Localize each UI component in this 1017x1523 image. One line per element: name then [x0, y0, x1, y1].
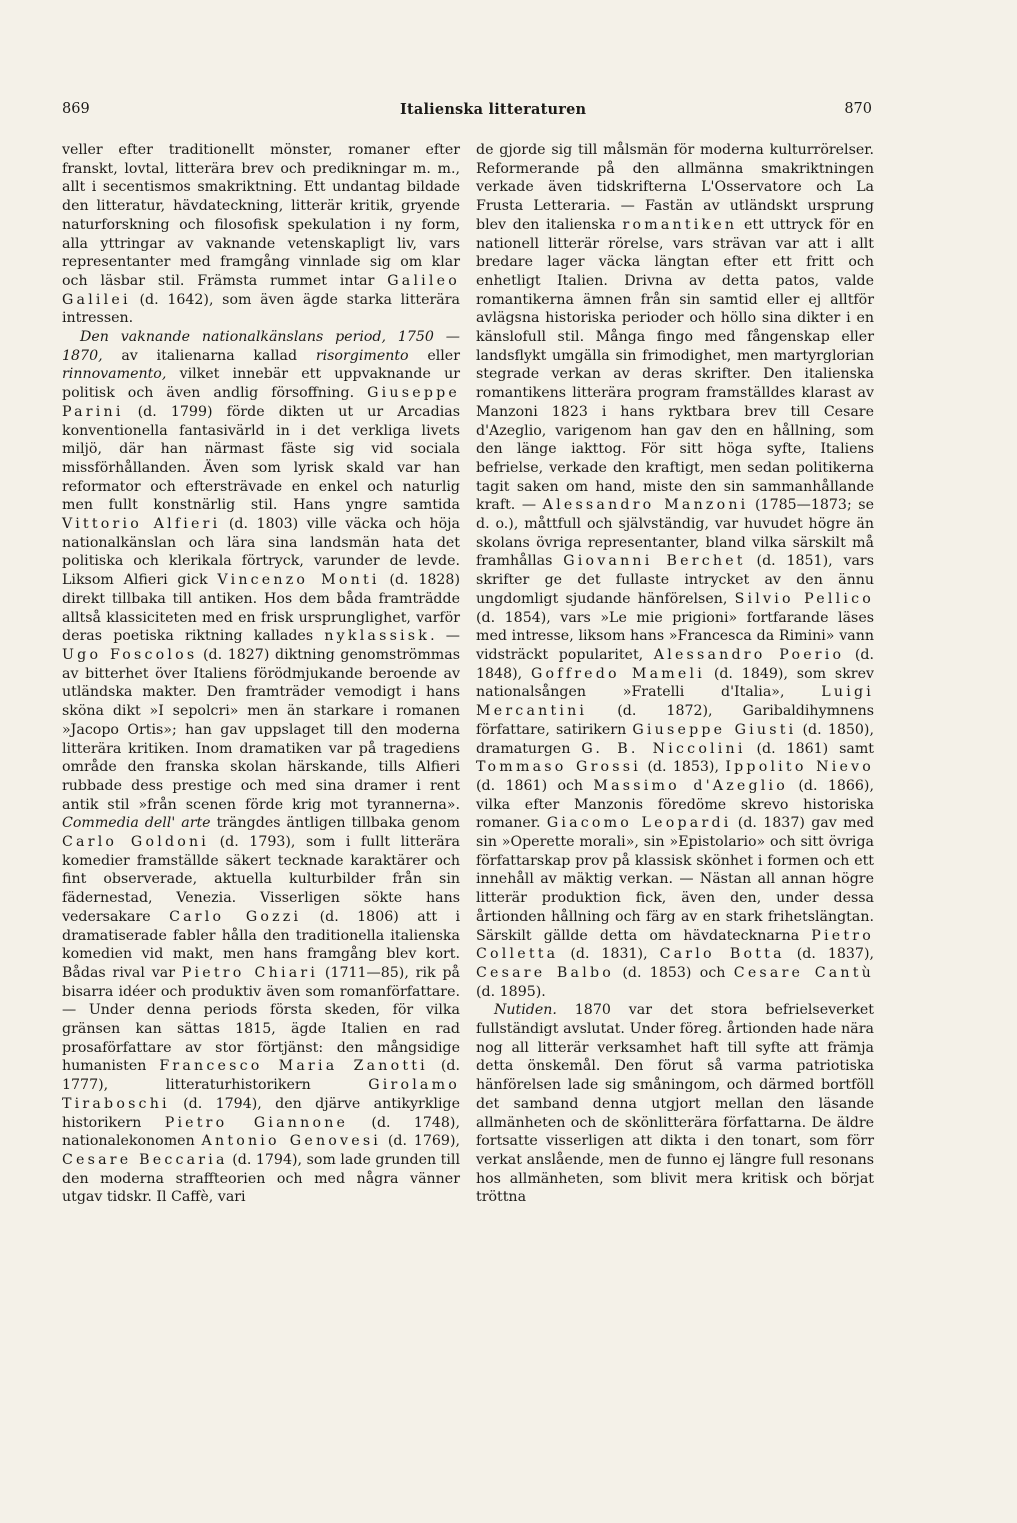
term: romantiken	[622, 216, 738, 233]
page-number-left: 869	[62, 101, 90, 117]
person-name: Carlo Goldoni	[62, 834, 210, 851]
person-name: Giuseppe Giusti	[632, 721, 797, 738]
person-name: Cesare Cantù	[733, 964, 874, 981]
person-name: Silvio Pellico	[734, 590, 874, 607]
page-header	[62, 101, 872, 125]
person-name: Carlo Gozzi	[169, 908, 302, 925]
person-name: Pietro Colletta	[476, 927, 874, 963]
person-name: Giacomo Leopardi	[546, 815, 732, 832]
person-name: Francesco Maria Zanotti	[159, 1058, 428, 1075]
person-name: Goffredo Mameli	[531, 665, 705, 682]
person-name: Giovanni Berchet	[563, 553, 746, 570]
person-name: Girolamo Tiraboschi	[62, 1077, 460, 1112]
person-name: Tommaso Grossi	[476, 759, 641, 776]
person-name: Cesare Beccaria	[62, 1151, 228, 1168]
running-title: Italienska litteraturen	[400, 101, 587, 118]
person-name: Antonio Genovesi	[201, 1133, 382, 1150]
person-name: Vittorio Alfieri	[62, 516, 221, 533]
person-name: Pietro Giannone	[164, 1114, 349, 1131]
person-name: Luigi Mercantini	[476, 684, 874, 720]
right-column	[476, 141, 874, 1207]
person-name: G. B. Niccolini	[581, 740, 746, 757]
paragraph: veller efter traditionellt mönster, romaner efter franskt, lovtal, litterära brev och predikningar m. m., allt i secentismos smakriktning. Ett undantag bildade den litteratur, hävdateckning, litterär kritik, gryende naturforskning och filosofisk spekulation i ny form, alla yttringar av vaknande vetenskapligt liv, vars representanter med framgång vinnlade sig om klar och läsbar stil. Främsta rummet intar Galileo Galilei (d. 1642), som även ägde starka litterära intressen.	[62, 142, 460, 327]
page-number-right: 870	[844, 101, 872, 117]
person-name: Carlo Botta	[659, 946, 785, 963]
person-name: Ugo Foscolos	[62, 646, 198, 663]
person-name: Alessandro Poerio	[653, 646, 845, 663]
left-column	[62, 141, 460, 1207]
term: nyklassisk	[324, 628, 431, 645]
person-name: Pietro Chiari	[181, 964, 319, 981]
person-name: Alessandro Manzoni	[542, 497, 749, 514]
person-name: Massimo d'Azeglio	[593, 777, 789, 794]
section-heading: Den vaknande nationalkänslans period, 1750 —1870,	[62, 329, 460, 364]
paragraph: de gjorde sig till målsmän för moderna kulturrörelser. Reformerande på den allmänna smakriktningen verkade även tidskrifterna L'Osservatore och La Frusta Letteraria. — Fastän av utländskt ursprung blev den italienska romantiken ett uttryck för en nationell litterär rörelse, vars strävan var att i allt bredare lager väcka längtan efter ett fritt och enhetligt Italien. Drivna av detta patos, valde romantikerna ämnen från sin samtid eller ej alltför avlägsna historiska perioder och höllo sina dikter i en känslofull stil. Många fingo med fångenskap eller landsflykt umgälla sin frimodighet, men martyrglorian stegrade verkan av deras skrifter. Den italienska romantikens litterära program framställdes klarast av Manzoni 1823 i hans ryktbara brev till Cesare d'Azeglio, varigenom han gav den en hållning, som den länge iakttog. För sitt höga syfte, Italiens befrielse, verkade den kraftigt, men sedan politikerna tagit saken om hand, miste den sin sammanhållande kraft. — Alessandro Manzoni (1785—1873; se d. o.), måttfull och självständig, var huvudet högre än skolans övriga representanter, bland vilka särskilt må framhållas Giovanni Berchet (d. 1851), vars skrifter ge det fullaste intrycket av den ännu ungdomligt sjudande hänförelsen, Silvio Pellico (d. 1854), vars »Le mie prigioni» fortfarande läses med intresse, liksom hans »Francesca da Rimini» vann vidsträckt popularitet, Alessandro Poerio (d. 1848), Goffredo Mameli (d. 1849), som skrev nationalsången »Fratelli d'Italia», Luigi Mercantini (d. 1872), Garibaldihymnens författare, satirikern Giuseppe Giusti (d. 1850), dramaturgen G. B. Niccolini (d. 1861) samt Tommaso Grossi (d. 1853), Ippolito Nievo (d. 1861) och Massimo d'Azeglio (d. 1866), vilka efter Manzonis föredöme skrevo historiska romaner. Giacomo Leopardi (d. 1837) gav med sin »Operette morali», sin »Epistolario» och sitt övriga författarskap prov på klassisk skönhet i formen och ett innehåll av mäktig verkan. — Nästan all annan högre litterär produktion fick, även den, under dessa årtionden hållning och färg av en stark frihetslängtan. Särskilt gällde detta om hävdatecknarna Pietro Colletta (d. 1831), Carlo Botta (d. 1837), Cesare Balbo (d. 1853) och Cesare Cantù (d. 1895).	[476, 142, 875, 1000]
person-name: Cesare Balbo	[476, 964, 614, 981]
section-heading: Nutiden.	[494, 1002, 557, 1019]
paragraph: Nutiden. 1870 var det stora befrielseverket fullständigt avslutat. Under föreg. årtionden hade nära nog all litterär verksamhet haft till syfte att främja detta önskemål. Den förut så varma patriotiska hänförelsen lade sig småningom, och därmed bortföll det samband denna utgjort mellan den läsande allmänheten och de skönlitterära författarna. De äldre fortsatte visserligen att dikta i den tonart, som förr verkat anslående, men de funno ej längre full resonans hos allmänheten, som blivit mera kritisk och börjat tröttna	[476, 1002, 874, 1206]
person-name: Giuseppe Parini	[62, 385, 460, 420]
person-name: Vincenzo Monti	[217, 572, 380, 589]
person-name: Ippolito Nievo	[725, 759, 875, 776]
person-name: Galileo Galilei	[62, 272, 460, 308]
paragraph: Den vaknande nationalkänslans period, 1750 —1870, av italienarna kallad risorgimento eller rinnovamento, vilket innebär ett uppvaknande ur politisk och även andlig försoffning. Giuseppe Parini (d. 1799) förde dikten ut ur Arcadias konventionella fantasivärld in i det verkliga livets miljö, där han närmast fäste sig vid sociala missförhållanden. Även som lyrisk skald var han reformator och eftersträvade en enkel och naturlig men fullt konstnärlig stil. Hans yngre samtida Vittorio Alfieri (d. 1803) ville väcka och höja nationalkänslan och lära sina landsmän hata det politiska och klerikala förtryck, varunder de levde. Liksom Alfieri gick Vincenzo Monti (d. 1828) direkt tillbaka till antiken. Hos dem båda framträdde alltså klassiciteten med en frisk ursprunglighet, varför deras poetiska riktning kallades nyklassisk. — Ugo Foscolos (d. 1827) diktning genomströmmas av bitterhet över Italiens förödmjukande beroende av utländska makter. Den framträder vemodigt i hans sköna dikt »I sepolcri» men än starkare i romanen »Jacopo Ortis»; han gav uppslaget till den moderna litterära kritiken. Inom dramatiken var på tragediens område den franska skolan härskande, tills Alfieri rubbade dess prestige och med sina dramer i rent antik stil »från scenen förde krig mot tyrannerna». Commedia dell' arte trängdes äntligen tillbaka genom Carlo Goldoni (d. 1793), som i fullt litterära komedier framställde säkert tecknade karaktärer och fint observerade, aktuella kulturbilder från sin fädernestad, Venezia. Visserligen sökte hans vedersakare Carlo Gozzi (d. 1806) att i dramatiserade fabler hålla den traditionella italienska komedien vid makt, men hans framgång blev kort. Bådas rival var Pietro Chiari (1711—85), rik på bisarra idéer och produktiv även som romanförfattare. — Under denna periods första skeden, för vilka gränsen kan sättas 1815, ägde Italien en rad prosaförfattare av stor förtjänst: den mångsidige humanisten Francesco Maria Zanotti (d. 1777), litteraturhistorikern Girolamo Tiraboschi (d. 1794), den djärve antikyrklige historikern Pietro Giannone (d. 1748), nationalekonomen Antonio Genovesi (d. 1769), Cesare Beccaria (d. 1794), som lade grunden till den moderna straffteorien och med några vänner utgav tidskr. Il Caffè, vari	[62, 329, 461, 1206]
